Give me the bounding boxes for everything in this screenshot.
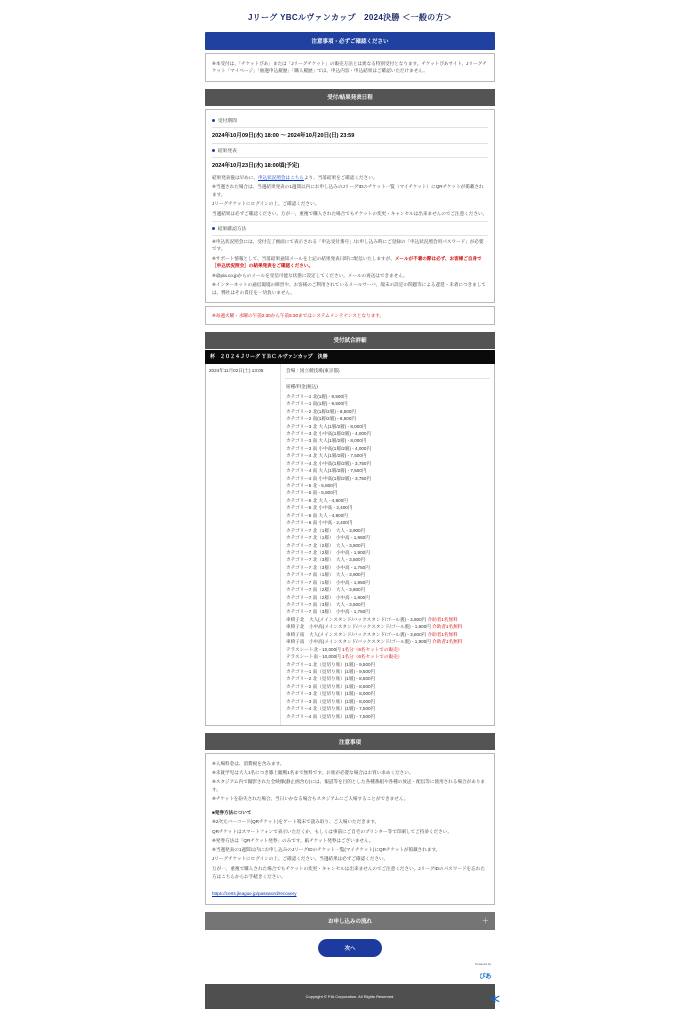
- seat-price-text: カテゴリー4 北（見切り席）(1層) - 7,500円: [286, 706, 376, 712]
- seat-price-text: カテゴリー2 南（見切り席）(1層) - 8,500円: [286, 683, 376, 689]
- seat-price-text: カテゴリー7 南（1層） 大人 - 3,900円: [286, 572, 366, 578]
- caution-item: ※スタジアム内で撮影された全映像(静止画含む)には、報道等を目的とした各種番組や各種の放送・配信等に使用される場合があります。: [212, 779, 486, 792]
- seat-price-row: [286, 519, 489, 526]
- seat-price-row: [286, 668, 489, 675]
- seat-price-text: カテゴリー7 南（2層） 大人 - 3,800円: [286, 587, 366, 593]
- seat-price-row: [286, 661, 489, 668]
- seat-price-row: [286, 423, 489, 430]
- match-title-bar: 杯 ２０２４Ｊリーグ ＹＢＣ ルヴァンカップ 決勝: [205, 350, 495, 364]
- seat-price-text: 車椅子北 大人(メインスタンド/バックスタンド/ゴール裏) - 3,800円: [286, 616, 428, 622]
- seat-price-text: カテゴリー1 南（見切り席）(1層) - 9,500円: [286, 668, 376, 674]
- reception-period-label: 受付期間: [217, 118, 237, 124]
- seat-price-text: カテゴリー5 北 - 5,800円: [286, 483, 338, 488]
- seat-price-text: カテゴリー3 南 大人(1層/2層) - 8,000円: [286, 438, 367, 444]
- password-recovery-link[interactable]: https://certs.jleague.jp/password/recovery: [212, 890, 297, 896]
- caution-item: ※入場料金は、消費税を含みます。: [212, 760, 285, 766]
- schedule-section-header: [205, 89, 495, 106]
- seat-price-row: [286, 437, 489, 444]
- seat-price-text: カテゴリー2 北(1層/2層) - 8,500円: [286, 408, 357, 414]
- reception-period-row: [212, 114, 488, 128]
- seat-price-text: カテゴリー7 北（1層） 小中高 - 1,950円: [286, 535, 370, 541]
- seat-price-row: [286, 623, 489, 630]
- seat-price-row: [286, 705, 489, 712]
- seat-price-row: [286, 430, 489, 437]
- seat-price-row: [286, 556, 489, 563]
- seat-price-note: 介助者1名無料: [427, 616, 458, 622]
- ticketing-item: 万が一、重複で購入された場合でもチケットの変更・キャンセルは出来ませんのでご注意ください。JリーグIDのパスワードを忘れた方はこちらからお手続きください。: [212, 865, 485, 879]
- match-venue: 会場：国立競技場(東京都): [285, 364, 490, 379]
- seat-price-row: [286, 690, 489, 697]
- match-section-title: 受付試合詳細: [333, 338, 367, 345]
- seat-price-text: テラスシート北 - 10,000円: [286, 646, 343, 652]
- intro-notice-box: [205, 53, 495, 82]
- seat-price-row: [286, 698, 489, 705]
- reception-period-value: 2024年10月09日(水) 18:00 ～ 2024年10月20日(日) 23:59: [212, 128, 488, 144]
- seat-price-row: [286, 542, 489, 549]
- ticketing-item: QRチケットはスマートフォンで表示いただくか、もしくは事前にご自宅のプリンター等で印刷してご持参ください。: [212, 828, 452, 834]
- ticketing-item: Jリーグチケットにログインの上、ご確認ください。当選結果は必ずご確認ください。: [212, 856, 389, 862]
- seat-price-row: [286, 616, 489, 623]
- next-button[interactable]: 次へ: [318, 939, 382, 957]
- seat-price-row: [286, 564, 489, 571]
- seat-price-row: [286, 646, 489, 653]
- seat-price-row: [286, 631, 489, 638]
- seat-price-row: [286, 504, 489, 511]
- seat-price-text: カテゴリー6 北 小中高 - 2,400円: [286, 505, 353, 511]
- ticketing-item: ※当選発表の1週間以内にお申し込みのJリーグIDのチケット一覧(マイチケット)にQRチケットが掲載されます。: [212, 847, 441, 853]
- seat-price-note: 1名分（6名セットでの販売）: [342, 654, 403, 660]
- seat-price-row: [286, 497, 489, 504]
- application-status-link[interactable]: 申込状況照会はこちら: [257, 175, 304, 181]
- seat-price-row: [286, 683, 489, 690]
- seat-price-text: カテゴリー4 北 小中高(1層/2層) - 3,750円: [286, 460, 372, 466]
- powered-by-block: [205, 963, 495, 982]
- result-notes: [212, 183, 488, 222]
- seat-price-text: カテゴリー3 北 小中高(1層/2層) - 4,000円: [286, 430, 372, 436]
- seat-price-row: [286, 586, 489, 593]
- seat-price-row: [286, 675, 489, 682]
- seat-price-row: [286, 475, 489, 482]
- seat-price-list: [286, 393, 489, 720]
- result-check-note-post: より、当落結果をご確認ください。: [303, 175, 378, 181]
- intro-notice-text: ※本受付は、「チケットぴあ」または「Jリーグチケット」の販売方法とは異なる特別受付となります。チケットぴあサイト、Jリーグチケット「マイページ」「抽選申込履歴」「購入履歴」では、申込内容・申込結果はご確認いただけません。: [212, 60, 487, 74]
- caution-item: ※チケットを紛失された場合、当日いかなる場合もスタジアムにご入場することができません。: [212, 796, 409, 802]
- seat-price-row: [286, 713, 489, 720]
- seat-price-row: [286, 452, 489, 459]
- seat-price-text: カテゴリー7 南（2層） 小中高 - 1,900円: [286, 594, 370, 600]
- seat-price-text: カテゴリー6 北 大人 - 4,800円: [286, 497, 348, 503]
- footer: [205, 984, 500, 1009]
- price-area: [285, 379, 490, 725]
- match-info-column: [281, 364, 494, 725]
- powered-by-label: Powered by: [475, 961, 491, 966]
- seat-price-row: [286, 400, 489, 407]
- result-check-note-pre: 結果発表後は早めに、: [212, 175, 258, 181]
- seat-price-text: カテゴリー3 北（見切り席）(1層) - 8,000円: [286, 691, 376, 697]
- pia-logo: ぴあ: [479, 972, 491, 980]
- seat-price-note: 介助者1名無料: [432, 639, 463, 645]
- seat-price-text: カテゴリー3 南 小中高(1層/2層) - 4,000円: [286, 445, 372, 451]
- price-header: 席種/料金(税込): [286, 384, 318, 390]
- caution-banner: [205, 32, 495, 50]
- seat-price-text: カテゴリー7 北（1層） 大人 - 3,900円: [286, 527, 366, 533]
- cautions-section-header: [205, 733, 495, 750]
- seat-price-text: 車椅子南 小中高(メインスタンド/バックスタンド/ゴール裏) - 1,900円: [286, 639, 433, 645]
- result-note-line: Jリーグチケットにログインの上、ご確認ください。: [212, 201, 320, 207]
- seat-price-text: カテゴリー3 南（見切り席）(1層) - 8,000円: [286, 698, 376, 704]
- seat-price-row: [286, 594, 489, 601]
- confirm-note-2: [212, 255, 488, 271]
- seat-price-text: カテゴリー5 南 - 5,800円: [286, 490, 338, 496]
- bullet-icon: [212, 149, 215, 152]
- seat-price-text: カテゴリー7 南（3層） 小中高 - 1,750円: [286, 609, 370, 615]
- ticket-application-page: [205, 0, 500, 1009]
- seat-price-row: [286, 489, 489, 496]
- confirm-note-3: ※@pia.co.jpからのメールを受信可能な状態に設定してください。メールの再送はできません。: [212, 272, 408, 278]
- seat-price-text: カテゴリー7 北（3層） 小中高 - 1,750円: [286, 564, 370, 570]
- seat-price-text: 車椅子南 大人(メインスタンド/バックスタンド/ゴール裏) - 3,800円: [286, 631, 428, 637]
- seat-price-row: [286, 549, 489, 556]
- caution-banner-label: 注意事項・必ずご確認ください: [311, 39, 389, 45]
- seat-price-text: カテゴリー4 北 大人(1層/2層) - 7,500円: [286, 453, 367, 459]
- seat-price-text: カテゴリー6 南 小中高 - 2,400円: [286, 520, 353, 526]
- caution-item: ※未就学児は大人1名につき膝上観戦1名まで無料です。お席が必要な場合はお買い求めください。: [212, 769, 414, 775]
- seat-price-row: [286, 571, 489, 578]
- schedule-section-title: 受付/結果発表日程: [327, 95, 373, 102]
- match-section-header: [205, 332, 495, 349]
- seat-price-row: [286, 512, 489, 519]
- seat-price-text: 車椅子北 小中高(メインスタンド/バックスタンド/ゴール裏) - 1,900円: [286, 624, 433, 630]
- result-announce-label: 結果発表: [217, 148, 237, 154]
- scroll-widget-icon[interactable]: ≪: [489, 993, 500, 1005]
- seat-price-text: カテゴリー6 南 大人 - 4,800円: [286, 512, 348, 518]
- seat-price-text: テラスシート南 - 10,000円: [286, 654, 343, 660]
- seat-price-text: カテゴリー2 北（見切り席）(1層) - 8,500円: [286, 676, 376, 682]
- maintenance-notice-box: [205, 306, 495, 325]
- cautions-section-title: 注意事項: [338, 739, 361, 746]
- seat-price-note: 1名分（6名セットでの販売）: [342, 646, 403, 652]
- result-note-line: ※当選された場合は、当選結果発表の1週間以内にお申し込みのJリーグIDのチケット一覧（マイチケット）にQRチケットが掲載されます。: [212, 184, 484, 198]
- ticketing-item: ※発券方法は「QRチケット発券」のみです。紙チケット発券はございません。: [212, 837, 374, 843]
- seat-price-text: カテゴリー4 南 大人(1層/2層) - 7,500円: [286, 468, 367, 474]
- confirm-note-4: ※インターネットの通信環境の障害や、お客様のご利用されているメールサーバ、端末の設定の問題等による遅延・未着につきましては、弊社はその責任を一切負いません。: [212, 282, 486, 295]
- seat-price-text: カテゴリー7 北（3層） 大人 - 3,500円: [286, 557, 366, 563]
- seat-price-text: カテゴリー1 南(1層) - 9,500円: [286, 401, 348, 407]
- seat-price-text: カテゴリー2 南(1層/2層) - 8,500円: [286, 416, 357, 422]
- copyright-text: Copyright © PIA Corporation. All Rights Reserved.: [305, 993, 395, 999]
- seat-price-row: [286, 653, 489, 660]
- result-note-line: 当選結果は必ずご確認ください。万が一、重複で購入された場合でもチケットの変更・キャンセルは出来ませんのでご注意ください。: [212, 210, 488, 216]
- seat-price-text: カテゴリー3 北 大人(1層/2層) - 8,000円: [286, 423, 367, 429]
- page-title: Jリーグ YBCルヴァンカップ 2024決勝 ＜一般の方＞: [247, 13, 453, 22]
- bullet-icon: [212, 119, 215, 122]
- seat-price-text: カテゴリー1 北（見切り席）(1層) - 9,500円: [286, 661, 376, 667]
- bullet-icon: [212, 227, 215, 230]
- result-announce-row: [212, 144, 488, 158]
- seat-price-row: [286, 445, 489, 452]
- result-confirm-method-label: 結果確認方法: [217, 227, 247, 233]
- ticketing-method-title: ■発券方法について: [212, 809, 252, 815]
- application-flow-label: お申し込みの流れ: [327, 918, 372, 925]
- expand-plus-icon[interactable]: ＋: [482, 917, 489, 925]
- seat-price-row: [286, 460, 489, 467]
- match-detail-table: [205, 364, 495, 726]
- seat-price-text: カテゴリー7 南（3層） 大人 - 3,500円: [286, 602, 366, 607]
- seat-price-text: カテゴリー4 南（見切り席）(1層) - 7,500円: [286, 713, 376, 719]
- maintenance-notice-text: ※毎週火曜・水曜の午前2:30から午前5:30まではシステムメンテナンスとなります。: [212, 312, 385, 318]
- result-confirm-method-row: [212, 222, 488, 236]
- confirm-note-1: ※申込状況照会には、受付完了画面にて表示される「申込受付番号」/お申し込み時にご登録の「申込状況照会用パスワード」が必要です。: [212, 238, 484, 252]
- ticketing-item: ※2次元バーコード(QRチケット)をゲート端末で読み取り、ご入場いただきます。: [212, 819, 380, 825]
- seat-price-text: カテゴリー7 北（2層） 大人 - 3,800円: [286, 542, 366, 548]
- schedule-box: [205, 109, 495, 304]
- seat-price-row: [286, 408, 489, 415]
- confirm-note-2-plain: ※サポート情報として、当落結果通知メールを上記の結果発表日時に配信いたしますが、: [212, 255, 395, 261]
- seat-price-text: カテゴリー7 北（2層） 小中高 - 1,900円: [286, 549, 370, 555]
- application-flow-accordion[interactable]: [205, 912, 495, 930]
- confirm-note-2-red: メールが不着の際は必ず、お客様ご自身で［申込状況照会］の結果発表をご確認ください。: [212, 255, 482, 269]
- seat-price-row: [286, 467, 489, 474]
- seat-price-row: [286, 393, 489, 400]
- caution-items: [212, 760, 488, 803]
- seat-price-note: 介助者1名無料: [427, 631, 458, 637]
- seat-price-text: カテゴリー4 南 小中高(1層/2層) - 3,750円: [286, 475, 372, 481]
- seat-price-note: 介助者1名無料: [432, 624, 463, 630]
- seat-price-row: [286, 482, 489, 489]
- seat-price-row: [286, 534, 489, 541]
- seat-price-row: [286, 608, 489, 615]
- seat-price-row: [286, 527, 489, 534]
- seat-price-row: [286, 579, 489, 586]
- seat-price-text: カテゴリー7 南（1層） 小中高 - 1,950円: [286, 579, 370, 585]
- result-check-note: [212, 174, 488, 182]
- cautions-box: [205, 753, 495, 905]
- seat-price-row: [286, 415, 489, 422]
- seat-price-row: [286, 601, 489, 608]
- seat-price-row: [286, 638, 489, 645]
- match-date: 2024年11月02日(土) 13:05: [206, 364, 281, 725]
- ticketing-items: [212, 818, 488, 880]
- result-announce-value: 2024年10月23日(水) 18:00頃(予定): [212, 163, 300, 170]
- seat-price-text: カテゴリー1 北(1層) - 9,500円: [286, 393, 348, 399]
